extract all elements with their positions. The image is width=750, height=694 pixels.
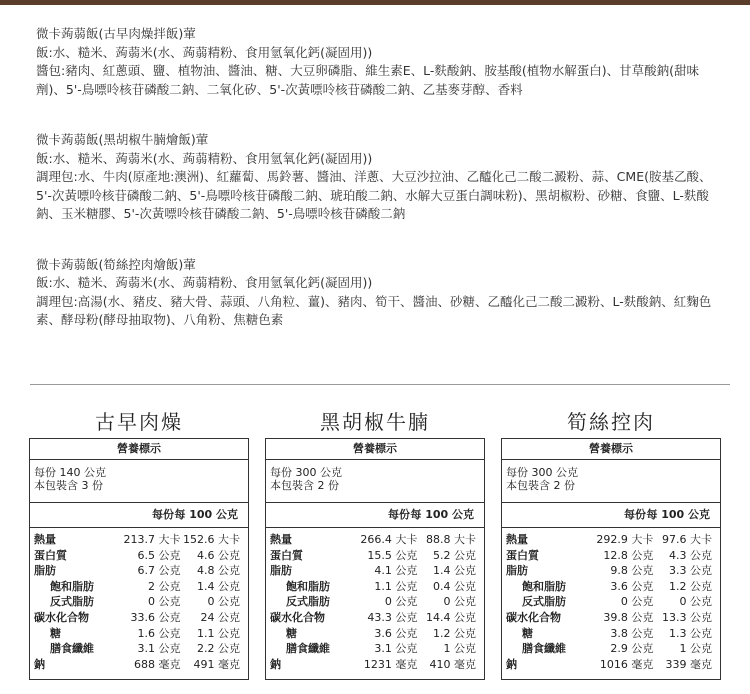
nutrient-label: 膳食纖維 xyxy=(286,642,330,656)
serving-size: 每份 300 公克 xyxy=(506,466,578,479)
nutrition-row xyxy=(270,548,476,564)
ingredients-section xyxy=(36,25,726,362)
nutrient-label: 熱量 xyxy=(34,533,56,546)
per-100g-value: 97.6 大卡 xyxy=(662,533,712,546)
nutrient-label: 膳食纖維 xyxy=(50,642,94,656)
nutrition-row xyxy=(34,594,240,610)
ingredient-block-3 xyxy=(36,256,726,330)
per-serving-header: 每份 xyxy=(624,508,646,521)
nutrition-row xyxy=(270,563,476,579)
per-100g-value: 1.3 公克 xyxy=(669,626,712,640)
ingredient-line: 飯:水、糙米、蒟蒻米(水、蒟蒻精粉、食用氫氧化鈣(凝固用)) xyxy=(36,44,373,60)
ingredient-line: 醬包:豬肉、紅蔥頭、鹽、植物油、醬油、糖、大豆卵磷脂、維生素E、L-麩酸鈉、胺基酸(植物水解蛋白)、甘草酸鈉(甜味劑)、5'-鳥嘌呤核苷磷酸二鈉、二氧化矽、5'-次黃嘌呤核苷磷酸二鈉、乙基麥芽醇、香料 xyxy=(36,63,699,97)
nutrient-label: 碳水化合物 xyxy=(34,610,89,624)
nutrition-panel-title: 營養標示 xyxy=(266,439,484,460)
nutrition-row xyxy=(34,657,240,673)
per-100g-value: 13.3 公克 xyxy=(662,610,712,624)
nutrition-row xyxy=(506,548,712,564)
per-serving-value: 3.1 公克 xyxy=(137,642,181,656)
nutrient-label: 蛋白質 xyxy=(506,548,539,562)
nutrient-label: 糖 xyxy=(522,626,533,640)
per-100g-header: 每 100 公克 xyxy=(174,508,238,521)
nutrition-row xyxy=(506,610,712,626)
nutrition-row xyxy=(270,594,476,610)
per-100g-value: 14.4 公克 xyxy=(426,610,476,624)
per-serving-value: 1.6 公克 xyxy=(137,626,181,640)
nutrition-row xyxy=(34,563,240,579)
nutrient-label: 碳水化合物 xyxy=(270,610,325,624)
nutrition-row xyxy=(270,532,476,548)
per-100g-value: 339 毫克 xyxy=(665,657,712,671)
nutrient-label: 碳水化合物 xyxy=(506,610,561,624)
per-100g-value: 0 公克 xyxy=(207,595,240,609)
per-serving-value: 12.8 公克 xyxy=(603,548,654,562)
nutrient-label: 脂肪 xyxy=(34,564,56,578)
nutrient-label: 鈉 xyxy=(506,657,517,671)
per-serving-value: 266.4 大卡 xyxy=(360,533,418,546)
nutrition-row xyxy=(34,641,240,657)
serving-info xyxy=(30,460,248,503)
per-100g-value: 4.8 公克 xyxy=(197,564,240,578)
nutrient-label: 反式脂肪 xyxy=(522,595,566,609)
per-serving-value: 15.5 公克 xyxy=(367,548,418,562)
per-100g-value: 24 公克 xyxy=(200,610,240,624)
column-header xyxy=(30,503,248,528)
serving-size: 每份 300 公克 xyxy=(270,466,342,479)
nutrition-row xyxy=(270,579,476,595)
nutrition-row xyxy=(506,579,712,595)
per-100g-value: 88.8 大卡 xyxy=(426,533,476,546)
nutrition-panel-1 xyxy=(29,438,249,680)
servings-per-package: 本包裝含 2 份 xyxy=(270,479,339,492)
nutrient-label: 蛋白質 xyxy=(34,548,67,562)
per-100g-value: 5.2 公克 xyxy=(433,548,476,562)
per-serving-header: 每份 xyxy=(152,508,174,521)
ingredient-block-2 xyxy=(36,131,726,224)
per-serving-value: 9.8 公克 xyxy=(610,564,654,578)
ingredient-title: 微卡蒟蒻飯(筍絲控肉燴飯)葷 xyxy=(36,256,196,272)
per-serving-value: 213.7 大卡 xyxy=(123,533,181,546)
ingredient-block-1 xyxy=(36,25,726,99)
per-100g-value: 0.4 公克 xyxy=(433,579,476,593)
nutrient-label: 糖 xyxy=(50,626,61,640)
nutrition-row xyxy=(34,610,240,626)
per-serving-value: 39.8 公克 xyxy=(603,610,654,624)
nutrient-label: 脂肪 xyxy=(270,564,292,578)
nutrition-panel-2 xyxy=(265,438,485,680)
nutrient-label: 脂肪 xyxy=(506,564,528,578)
section-divider xyxy=(30,384,730,385)
nutrition-row xyxy=(506,563,712,579)
nutrition-panel-title: 營養標示 xyxy=(502,439,720,460)
nutrient-label: 糖 xyxy=(286,626,297,640)
per-100g-value: 2.2 公克 xyxy=(197,642,240,656)
per-100g-value: 0 公克 xyxy=(679,595,712,609)
per-100g-header: 每 100 公克 xyxy=(410,508,474,521)
nutrition-table xyxy=(506,532,712,672)
nutrient-label: 熱量 xyxy=(270,533,292,546)
per-100g-value: 491 毫克 xyxy=(193,657,240,671)
nutrient-label: 反式脂肪 xyxy=(50,595,94,609)
servings-per-package: 本包裝含 2 份 xyxy=(506,479,575,492)
per-100g-value: 4.3 公克 xyxy=(669,548,712,562)
per-serving-value: 6.7 公克 xyxy=(137,564,181,578)
nutrition-row xyxy=(506,594,712,610)
nutrient-label: 熱量 xyxy=(506,533,528,546)
per-100g-value: 1 公克 xyxy=(679,642,712,656)
nutrient-label: 膳食纖維 xyxy=(522,642,566,656)
nutrient-label: 反式脂肪 xyxy=(286,595,330,609)
nutrition-table xyxy=(270,532,476,672)
per-serving-value: 1016 毫克 xyxy=(599,657,654,671)
nutrition-row xyxy=(270,626,476,642)
per-serving-value: 3.8 公克 xyxy=(610,626,654,640)
servings-per-package: 本包裝含 3 份 xyxy=(34,479,103,492)
per-100g-value: 3.3 公克 xyxy=(669,564,712,578)
nutrition-table xyxy=(34,532,240,672)
ingredient-title: 微卡蒟蒻飯(古早肉燥拌飯)葷 xyxy=(36,26,196,41)
nutrition-row xyxy=(506,657,712,673)
column-header xyxy=(502,503,720,528)
per-100g-value: 1.2 公克 xyxy=(433,626,476,640)
nutrition-row xyxy=(506,532,712,548)
nutrient-label: 鈉 xyxy=(270,657,281,671)
per-100g-value: 1.4 公克 xyxy=(197,579,240,593)
per-serving-value: 3.6 公克 xyxy=(610,579,654,593)
per-serving-value: 1231 毫克 xyxy=(363,657,418,671)
column-header xyxy=(266,503,484,528)
nutrition-row xyxy=(506,641,712,657)
per-100g-value: 1 公克 xyxy=(443,642,476,656)
ingredient-line: 飯:水、糙米、蒟蒻米(水、蒟蒻精粉、食用氫氧化鈣(凝固用)) xyxy=(36,275,373,290)
nutrition-panel-title: 營養標示 xyxy=(30,439,248,460)
per-serving-value: 3.1 公克 xyxy=(374,642,418,656)
nutrient-label: 飽和脂肪 xyxy=(286,579,330,593)
per-100g-value: 0 公克 xyxy=(443,595,476,609)
per-serving-value: 0 公克 xyxy=(620,595,654,609)
per-100g-value: 1.4 公克 xyxy=(433,564,476,578)
per-serving-value: 688 毫克 xyxy=(133,657,181,671)
per-serving-value: 43.3 公克 xyxy=(367,610,418,624)
per-100g-value: 1.1 公克 xyxy=(197,626,240,640)
per-serving-header: 每份 xyxy=(388,508,410,521)
ingredient-line: 調理包:高湯(水、豬皮、豬大骨、蒜頭、八角粒、薑)、豬肉、筍干、醬油、砂糖、乙醯化己二酸二澱粉、L-麩酸鈉、紅麴色素、酵母粉(酵母抽取物)、八角粉、焦糖色素 xyxy=(36,293,712,327)
per-serving-value: 6.5 公克 xyxy=(137,548,181,562)
serving-info xyxy=(502,460,720,503)
top-border-bar xyxy=(0,0,750,5)
ingredient-line: 飯:水、糙米、蒟蒻米(水、蒟蒻精粉、食用氫氧化鈣(凝固用)) xyxy=(36,150,373,166)
per-serving-value: 0 公克 xyxy=(384,595,418,609)
per-100g-header: 每 100 公克 xyxy=(646,508,710,521)
nutrition-row xyxy=(34,626,240,642)
nutrition-row xyxy=(34,548,240,564)
per-serving-value: 2 公克 xyxy=(147,579,181,593)
per-100g-value: 1.2 公克 xyxy=(669,579,712,593)
serving-size: 每份 140 公克 xyxy=(34,466,106,479)
nutrition-row xyxy=(270,610,476,626)
per-100g-value: 4.6 公克 xyxy=(197,548,240,562)
nutrient-label: 飽和脂肪 xyxy=(522,579,566,593)
nutrition-row xyxy=(506,626,712,642)
nutrition-row xyxy=(270,657,476,673)
nutrition-row xyxy=(270,641,476,657)
nutrition-panel-3 xyxy=(501,438,721,680)
per-serving-value: 0 公克 xyxy=(147,595,181,609)
nutrient-label: 鈉 xyxy=(34,657,45,671)
ingredient-title: 微卡蒟蒻飯(黑胡椒牛腩燴飯)葷 xyxy=(36,132,209,147)
panel-heading-3: 筍絲控肉 xyxy=(567,410,655,434)
panel-heading-1: 古早肉燥 xyxy=(95,410,183,434)
panel-heading-2: 黑胡椒牛腩 xyxy=(320,410,430,434)
nutrient-label: 飽和脂肪 xyxy=(50,579,94,593)
ingredient-line: 調理包:水、牛肉(原產地:澳洲)、紅蘿蔔、馬鈴薯、醬油、洋蔥、大豆沙拉油、乙醯化己二酸二澱粉、蒜、CME(胺基乙酸、5'-次黃嘌呤核苷磷酸二鈉、5'-鳥嘌呤核苷磷酸二鈉、琥珀酸二鈉、水解大豆蛋白調味粉)、黑胡椒粉、砂糖、食鹽、L-麩酸鈉、玉米糖膠、5'-次黃嘌呤核苷磷酸二鈉、5'-鳥嘌呤核苷磷酸二鈉 xyxy=(36,169,712,221)
per-serving-value: 1.1 公克 xyxy=(374,579,418,593)
nutrient-label: 蛋白質 xyxy=(270,548,303,562)
serving-info xyxy=(266,460,484,503)
per-serving-value: 292.9 大卡 xyxy=(596,533,654,546)
per-serving-value: 3.6 公克 xyxy=(374,626,418,640)
per-serving-value: 33.6 公克 xyxy=(130,610,181,624)
nutrition-row xyxy=(34,579,240,595)
per-serving-value: 4.1 公克 xyxy=(374,564,418,578)
per-100g-value: 152.6 大卡 xyxy=(183,533,240,546)
per-serving-value: 2.9 公克 xyxy=(610,642,654,656)
nutrition-row xyxy=(34,532,240,548)
per-100g-value: 410 毫克 xyxy=(429,657,476,671)
